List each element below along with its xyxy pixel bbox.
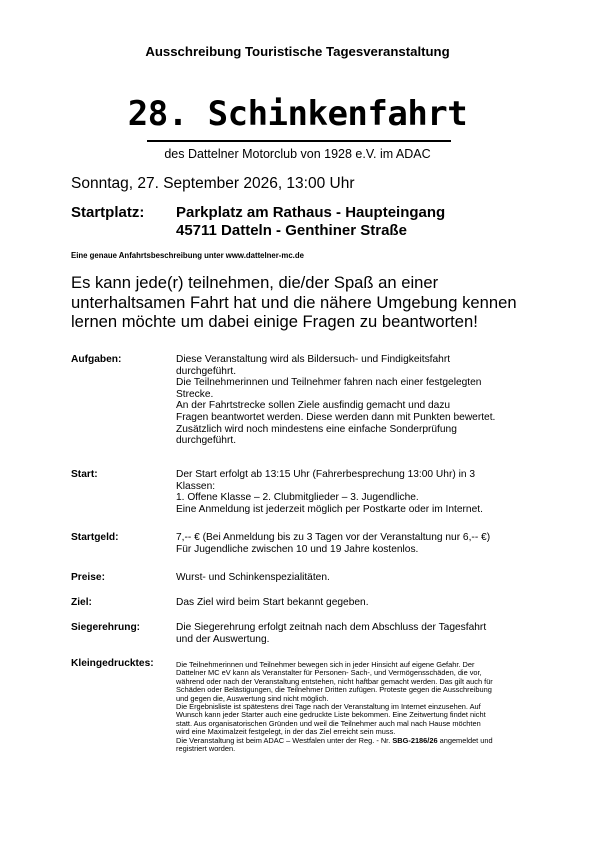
ziel-line: Das Ziel wird beim Start bekannt gegeben.	[176, 597, 369, 608]
startplatz-label: Startplatz:	[71, 204, 145, 221]
aufgaben-line: Strecke.	[176, 388, 214, 400]
fine-print-line: statt. Aus organisatorischen Gründen und weil die Teilnehmer auch mal nach Hause möchten	[176, 718, 481, 728]
document-header: Ausschreibung Touristische Tagesveranstaltung	[145, 44, 450, 59]
aufgaben-label: Aufgaben:	[71, 354, 122, 365]
fine-print-line: Dattelner MC eV kann als Veranstalter für Personen- Sach-, und Vermögensschäden, die vor,	[176, 668, 482, 678]
fine-print-line: während oder nach der Veranstaltung entstehen, nicht haftbar gemacht werden. Das gilt auch für	[176, 676, 493, 686]
startgeld-line: Für Jugendliche zwischen 10 und 19 Jahre kostenlos.	[176, 543, 419, 555]
ziel-label: Ziel:	[71, 597, 92, 608]
preise-label: Preise:	[71, 572, 105, 583]
fine-print-line: Die Ergebnisliste ist spätestens drei Tage nach der Veranstaltung im Internet einzusehen. Auf	[176, 702, 481, 712]
startgeld-line: 7,-- € (Bei Anmeldung bis zu 3 Tagen vor der Veranstaltung nur 6,-- €)	[176, 532, 491, 543]
siegerehrung-line: Die Siegerehrung erfolgt zeitnah nach dem Abschluss der Tagesfahrt	[176, 622, 487, 633]
start-line: 1. Offene Klasse – 2. Clubmitglieder – 3. Jugendliche.	[176, 492, 419, 504]
startplatz-line-1: Parkplatz am Rathaus - Haupteingang	[176, 204, 446, 221]
intro-paragraph: Es kann jede(r) teilnehmen, die/der Spaß an einer unterhaltsamen Fahrt hat und die nähere Umgebung kennen lernen möchte um dabei einige Fragen zu beantworten!	[71, 273, 517, 331]
siegerehrung-line: und der Auswertung.	[176, 633, 270, 645]
startgeld-label: Startgeld:	[71, 532, 119, 543]
title-underline	[147, 140, 451, 142]
fine-print-line: Die Teilnehmerinnen und Teilnehmer bewegen sich in jeder Hinsicht auf eigene Gefahr. Der	[176, 660, 475, 669]
aufgaben-line: Zusätzlich wird noch mindestens eine einfache Sonderprüfung	[176, 423, 457, 435]
ziel-text	[176, 597, 546, 609]
registration-suffix: angemeldet und	[437, 735, 493, 745]
fine-print-line: Schäden oder Belästigungen, die Teilnehmer Dritten zufügen. Proteste gegen die Ausschreibung	[176, 685, 492, 695]
startgeld-text	[176, 532, 546, 555]
registration-number: SBG-2186/26	[392, 735, 438, 745]
registration-prefix: Die Veranstaltung ist beim ADAC – Westfalen unter der Reg. - Nr.	[176, 735, 393, 745]
aufgaben-line: Fragen beantwortet werden. Diese werden dann mit Punkten bewertet.	[176, 411, 496, 423]
start-line: Eine Anmeldung ist jederzeit möglich per Postkarte oder im Internet.	[176, 503, 483, 515]
fine-print-line: registriert worden.	[176, 744, 236, 754]
preise-text	[176, 572, 546, 584]
aufgaben-line: durchgeführt.	[176, 365, 237, 377]
aufgaben-text	[176, 354, 546, 447]
start-line: Klassen:	[176, 480, 216, 492]
start-line: Der Start erfolgt ab 13:15 Uhr (Fahrerbesprechung 13:00 Uhr) in 3	[176, 469, 475, 480]
aufgaben-line: An der Fahrtstrecke sollen Ziele ausfindig gemacht und dazu	[176, 400, 451, 412]
organizer-subtitle: des Dattelner Motorclub von 1928 e.V. im ADAC	[164, 147, 431, 161]
start-text	[176, 469, 546, 515]
start-label: Start:	[71, 469, 98, 480]
kleingedrucktes-label: Kleingedrucktes:	[71, 658, 154, 669]
kleingedrucktes-text	[176, 661, 546, 753]
siegerehrung-text	[176, 622, 546, 645]
siegerehrung-label: Siegerehrung:	[71, 622, 141, 633]
startplatz-line-2: 45711 Datteln - Genthiner Straße	[176, 222, 407, 239]
fine-print-line: und gegen die, Auswertung sind nicht möglich.	[176, 693, 329, 703]
directions-note: Eine genaue Anfahrtsbeschreibung unter www.dattelner-mc.de	[71, 251, 304, 260]
aufgaben-line: durchgeführt.	[176, 435, 237, 447]
fine-print-line: Wunsch kann jeder Starter auch eine gedruckte Liste bekommen. Eine Zeitwertung findet nicht	[176, 710, 486, 720]
event-title: 28. Schinkenfahrt	[127, 94, 468, 134]
fine-print-line: wird eine Maximalzeit festgelegt, in der das Ziel erreicht sein muss.	[176, 727, 396, 737]
event-datetime: Sonntag, 27. September 2026, 13:00 Uhr	[71, 175, 355, 192]
aufgaben-line: Die Teilnehmerinnen und Teilnehmer fahren nach einer festgelegten	[176, 377, 482, 389]
aufgaben-line: Diese Veranstaltung wird als Bildersuch- und Findigkeitsfahrt	[176, 354, 451, 365]
preise-line: Wurst- und Schinkenspezialitäten.	[176, 572, 330, 583]
